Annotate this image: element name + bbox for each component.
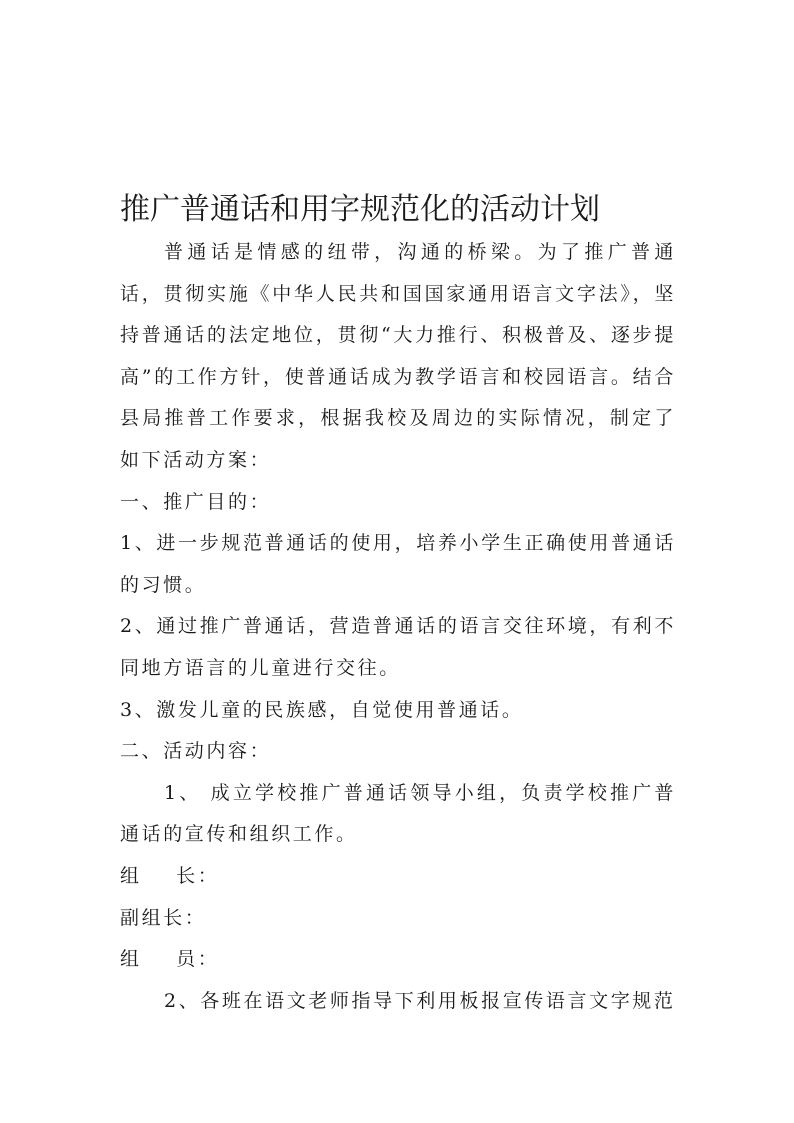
- section-heading-activities: 二、活动内容：: [120, 740, 272, 763]
- purpose-item-3: 3、激发儿童的民族感，自觉使用普通话。: [120, 698, 524, 721]
- section-heading-purpose: 一、推广目的：: [120, 490, 272, 513]
- activity-item-2: 2、各班在语文老师指导下利用板报宣传语言文字规范: [164, 989, 676, 1012]
- purpose-item-1: 1、进一步规范普通话的使用，培养小学生正确使用普通话的习惯。: [120, 532, 676, 596]
- role-deputy-leader: 副组长：: [120, 906, 207, 929]
- purpose-item-2: 2、通过推广普通话，营造普通话的语言交往环境，有利不同地方语言的儿童进行交往。: [120, 615, 676, 679]
- document-body: [120, 232, 676, 1022]
- role-member: 组 员：: [120, 948, 220, 971]
- role-leader: 组 长：: [120, 864, 220, 887]
- activity-item-1: 1、 成立学校推广普通话领导小组，负责学校推广普通话的宣传和组织工作。: [120, 781, 676, 846]
- intro-paragraph: 普通话是情感的纽带，沟通的桥梁。为了推广普通话，贯彻实施《中华人民共和国国家通用语言文字法》，坚持普通话的法定地位，贯彻“大力推行、积极普及、逐步提高”的工作方针，使普通话成为教学语言和校园语言。结合县局推普工作要求，根据我校及周边的实际情况，制定了如下活动方案：: [120, 241, 676, 471]
- document-title: 推广普通话和用字规范化的活动计划: [120, 192, 600, 227]
